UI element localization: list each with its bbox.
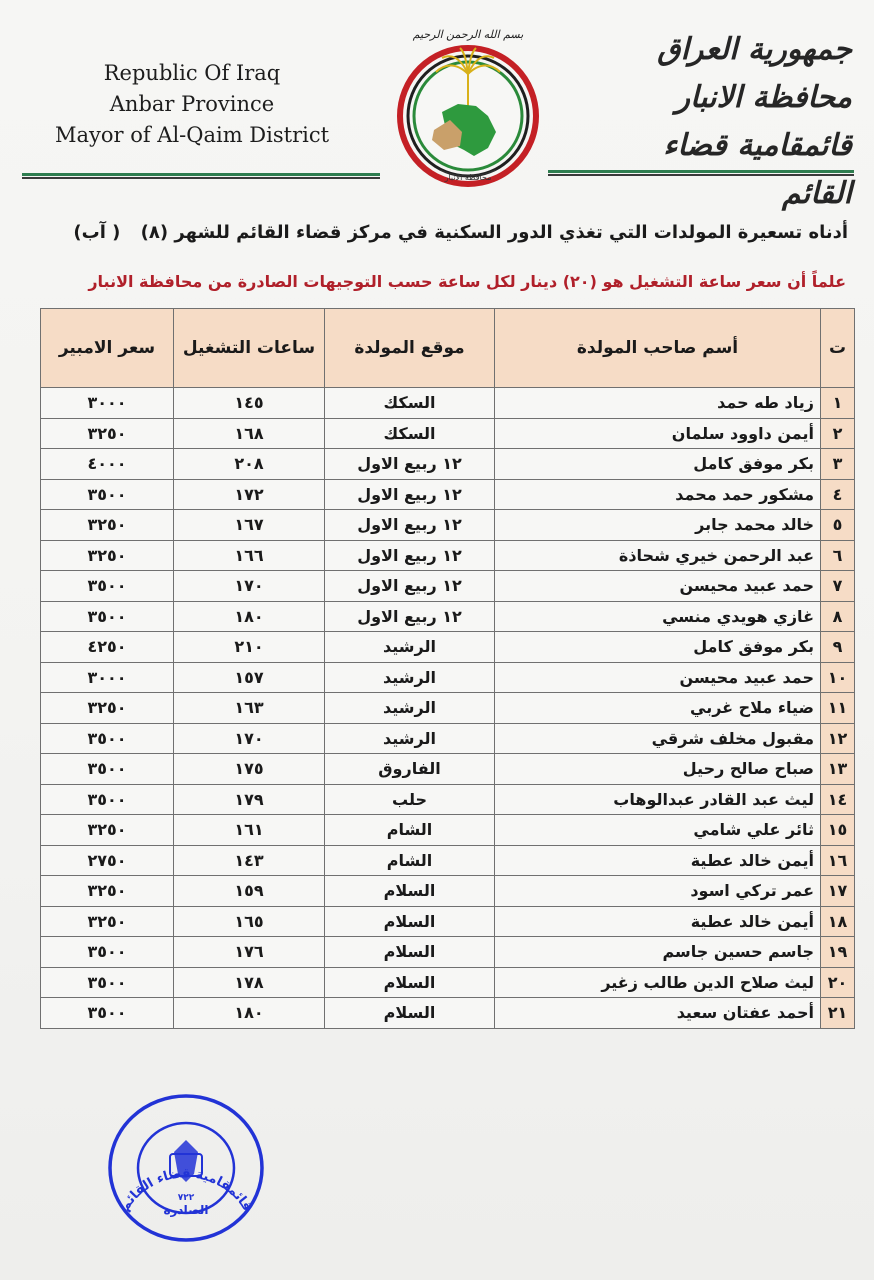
owner-name: حمد عبيد محيسن <box>495 662 821 693</box>
generator-location: الرشيد <box>325 632 495 663</box>
header-owner-name: أسم صاحب المولدة <box>495 309 821 388</box>
generator-location: الشام <box>325 815 495 846</box>
operating-hours: ١٧٠ <box>174 723 325 754</box>
table-row <box>41 449 855 480</box>
row-number: ٦ <box>821 540 855 571</box>
operating-hours: ١٨٠ <box>174 601 325 632</box>
title-month: ( آب) <box>73 222 121 243</box>
row-number: ١٠ <box>821 662 855 693</box>
row-number: ١٥ <box>821 815 855 846</box>
table-row <box>41 662 855 693</box>
ampere-price: ٣٥٠٠ <box>41 937 174 968</box>
ampere-price: ٣٥٠٠ <box>41 967 174 998</box>
generator-location: الرشيد <box>325 693 495 724</box>
owner-name: صباح صالح رحيل <box>495 754 821 785</box>
letterhead-line-3: Mayor of Al-Qaim District <box>54 123 330 147</box>
row-number: ٢٠ <box>821 967 855 998</box>
table-row <box>41 479 855 510</box>
generator-location: ١٢ ربيع الاول <box>325 571 495 602</box>
table-row <box>41 601 855 632</box>
operating-hours: ١٦٧ <box>174 510 325 541</box>
owner-name: بكر موفق كامل <box>495 632 821 663</box>
pricing-note: علماً أن سعر ساعة التشغيل هو (٢٠) دينار لكل ساعة حسب التوجيهات الصادرة من محافظة الانبار <box>88 272 846 291</box>
operating-hours: ١٦٨ <box>174 418 325 449</box>
ampere-price: ٣٥٠٠ <box>41 601 174 632</box>
owner-name: ثائر علي شامي <box>495 815 821 846</box>
arabic-letterhead-line-2: محافظة الانبار <box>675 80 852 115</box>
generator-location: الفاروق <box>325 754 495 785</box>
title-text: أدناه تسعيرة المولدات التي تغذي الدور السكنية في مركز قضاء القائم للشهر (٨) <box>140 222 848 243</box>
generator-location: السلام <box>325 967 495 998</box>
table-row <box>41 876 855 907</box>
header-operating-hours: ساعات التشغيل <box>174 309 325 388</box>
ampere-price: ٣٢٥٠ <box>41 693 174 724</box>
table-row <box>41 906 855 937</box>
operating-hours: ١٤٥ <box>174 388 325 419</box>
row-number: ١١ <box>821 693 855 724</box>
table-row <box>41 754 855 785</box>
row-number: ١٣ <box>821 754 855 785</box>
operating-hours: ١٦٣ <box>174 693 325 724</box>
ampere-price: ٣٢٥٠ <box>41 510 174 541</box>
ampere-price: ٣٥٠٠ <box>41 754 174 785</box>
row-number: ٨ <box>821 601 855 632</box>
generator-location: السلام <box>325 906 495 937</box>
generator-location: السلام <box>325 937 495 968</box>
english-letterhead <box>22 58 362 151</box>
logo-top-text: بسم الله الرحمن الرحيم <box>412 28 524 41</box>
official-stamp <box>104 1088 268 1248</box>
stamp-outer-text: قائمقامية قضاء القائم <box>117 1166 255 1214</box>
arabic-letterhead-line-3: قائمقامية قضاء القائم <box>663 128 852 211</box>
header-rule-right <box>548 170 854 176</box>
ampere-price: ٣٢٥٠ <box>41 815 174 846</box>
row-number: ٢ <box>821 418 855 449</box>
operating-hours: ١٥٧ <box>174 662 325 693</box>
operating-hours: ١٧٠ <box>174 571 325 602</box>
header-location: موقع المولدة <box>325 309 495 388</box>
table-row <box>41 845 855 876</box>
stamp-inner-label: الصادرة <box>163 1203 209 1217</box>
ampere-price: ٣٥٠٠ <box>41 784 174 815</box>
generator-location: السكك <box>325 418 495 449</box>
owner-name: أحمد عفتان سعيد <box>495 998 821 1029</box>
operating-hours: ١٧٦ <box>174 937 325 968</box>
ampere-price: ٤٢٥٠ <box>41 632 174 663</box>
letterhead-line-1: Republic Of Iraq <box>103 61 281 85</box>
ampere-price: ٣٠٠٠ <box>41 662 174 693</box>
row-number: ٥ <box>821 510 855 541</box>
ampere-price: ٣٥٠٠ <box>41 571 174 602</box>
logo-bottom-text: محافظة الانبار <box>444 173 492 182</box>
arabic-letterhead-line-1: جمهورية العراق <box>657 32 852 67</box>
ampere-price: ٣٢٥٠ <box>41 876 174 907</box>
table-header-row <box>41 309 855 388</box>
table-row <box>41 693 855 724</box>
owner-name: حمد عبيد محيسن <box>495 571 821 602</box>
owner-name: بكر موفق كامل <box>495 449 821 480</box>
generator-location: ١٢ ربيع الاول <box>325 540 495 571</box>
operating-hours: ١٦١ <box>174 815 325 846</box>
owner-name: عمر تركي اسود <box>495 876 821 907</box>
ampere-price: ٣٥٠٠ <box>41 998 174 1029</box>
header-number: ت <box>821 309 855 388</box>
ampere-price: ٣٢٥٠ <box>41 906 174 937</box>
owner-name: أيمن خالد عطية <box>495 906 821 937</box>
header-ampere-price: سعر الامبير <box>41 309 174 388</box>
row-number: ٤ <box>821 479 855 510</box>
generator-price-table <box>40 308 855 1029</box>
operating-hours: ٢١٠ <box>174 632 325 663</box>
operating-hours: ١٤٣ <box>174 845 325 876</box>
row-number: ٧ <box>821 571 855 602</box>
operating-hours: ١٧٩ <box>174 784 325 815</box>
operating-hours: ١٦٥ <box>174 906 325 937</box>
operating-hours: ١٨٠ <box>174 998 325 1029</box>
owner-name: مقبول مخلف شرقي <box>495 723 821 754</box>
letterhead-line-2: Anbar Province <box>109 92 275 116</box>
stamp-emblem-code: ٧٢٢ <box>177 1193 195 1203</box>
row-number: ٩ <box>821 632 855 663</box>
arabic-letterhead <box>602 26 852 218</box>
generator-location: السكك <box>325 388 495 419</box>
generator-location: الرشيد <box>325 662 495 693</box>
ampere-price: ٣٢٥٠ <box>41 540 174 571</box>
generator-location: السلام <box>325 998 495 1029</box>
table-row <box>41 784 855 815</box>
row-number: ٣ <box>821 449 855 480</box>
ampere-price: ٣٢٥٠ <box>41 418 174 449</box>
owner-name: مشكور حمد محمد <box>495 479 821 510</box>
owner-name: زياد طه حمد <box>495 388 821 419</box>
generator-location: حلب <box>325 784 495 815</box>
table-row <box>41 388 855 419</box>
ampere-price: ٣٥٠٠ <box>41 479 174 510</box>
table-row <box>41 723 855 754</box>
owner-name: جاسم حسين جاسم <box>495 937 821 968</box>
generator-location: السلام <box>325 876 495 907</box>
ampere-price: ٣٠٠٠ <box>41 388 174 419</box>
row-number: ١ <box>821 388 855 419</box>
owner-name: غازي هويدي منسي <box>495 601 821 632</box>
ampere-price: ٢٧٥٠ <box>41 845 174 876</box>
operating-hours: ١٥٩ <box>174 876 325 907</box>
owner-name: ضياء ملاح غربي <box>495 693 821 724</box>
row-number: ١٢ <box>821 723 855 754</box>
row-number: ١٦ <box>821 845 855 876</box>
generator-location: ١٢ ربيع الاول <box>325 510 495 541</box>
header-rule-left <box>22 173 380 179</box>
table-row <box>41 510 855 541</box>
table-row <box>41 540 855 571</box>
generator-location: الشام <box>325 845 495 876</box>
table-row <box>41 967 855 998</box>
generator-location: الرشيد <box>325 723 495 754</box>
row-number: ١٨ <box>821 906 855 937</box>
generator-location: ١٢ ربيع الاول <box>325 601 495 632</box>
generator-location: ١٢ ربيع الاول <box>325 449 495 480</box>
operating-hours: ١٧٥ <box>174 754 325 785</box>
operating-hours: ١٧٨ <box>174 967 325 998</box>
operating-hours: ٢٠٨ <box>174 449 325 480</box>
owner-name: خالد محمد جابر <box>495 510 821 541</box>
row-number: ١٩ <box>821 937 855 968</box>
row-number: ١٤ <box>821 784 855 815</box>
operating-hours: ١٧٢ <box>174 479 325 510</box>
owner-name: ليث عبد القادر عبدالوهاب <box>495 784 821 815</box>
owner-name: ليث صلاح الدين طالب زغير <box>495 967 821 998</box>
table-row <box>41 937 855 968</box>
ampere-price: ٣٥٠٠ <box>41 723 174 754</box>
table-row <box>41 998 855 1029</box>
owner-name: أيمن داوود سلمان <box>495 418 821 449</box>
operating-hours: ١٦٦ <box>174 540 325 571</box>
owner-name: عبد الرحمن خيري شحاذة <box>495 540 821 571</box>
document-title <box>28 222 848 243</box>
table-row <box>41 571 855 602</box>
table-row <box>41 418 855 449</box>
anbar-province-logo <box>380 20 555 190</box>
row-number: ١٧ <box>821 876 855 907</box>
table-row <box>41 815 855 846</box>
ampere-price: ٤٠٠٠ <box>41 449 174 480</box>
generator-location: ١٢ ربيع الاول <box>325 479 495 510</box>
row-number: ٢١ <box>821 998 855 1029</box>
owner-name: أيمن خالد عطية <box>495 845 821 876</box>
table-row <box>41 632 855 663</box>
